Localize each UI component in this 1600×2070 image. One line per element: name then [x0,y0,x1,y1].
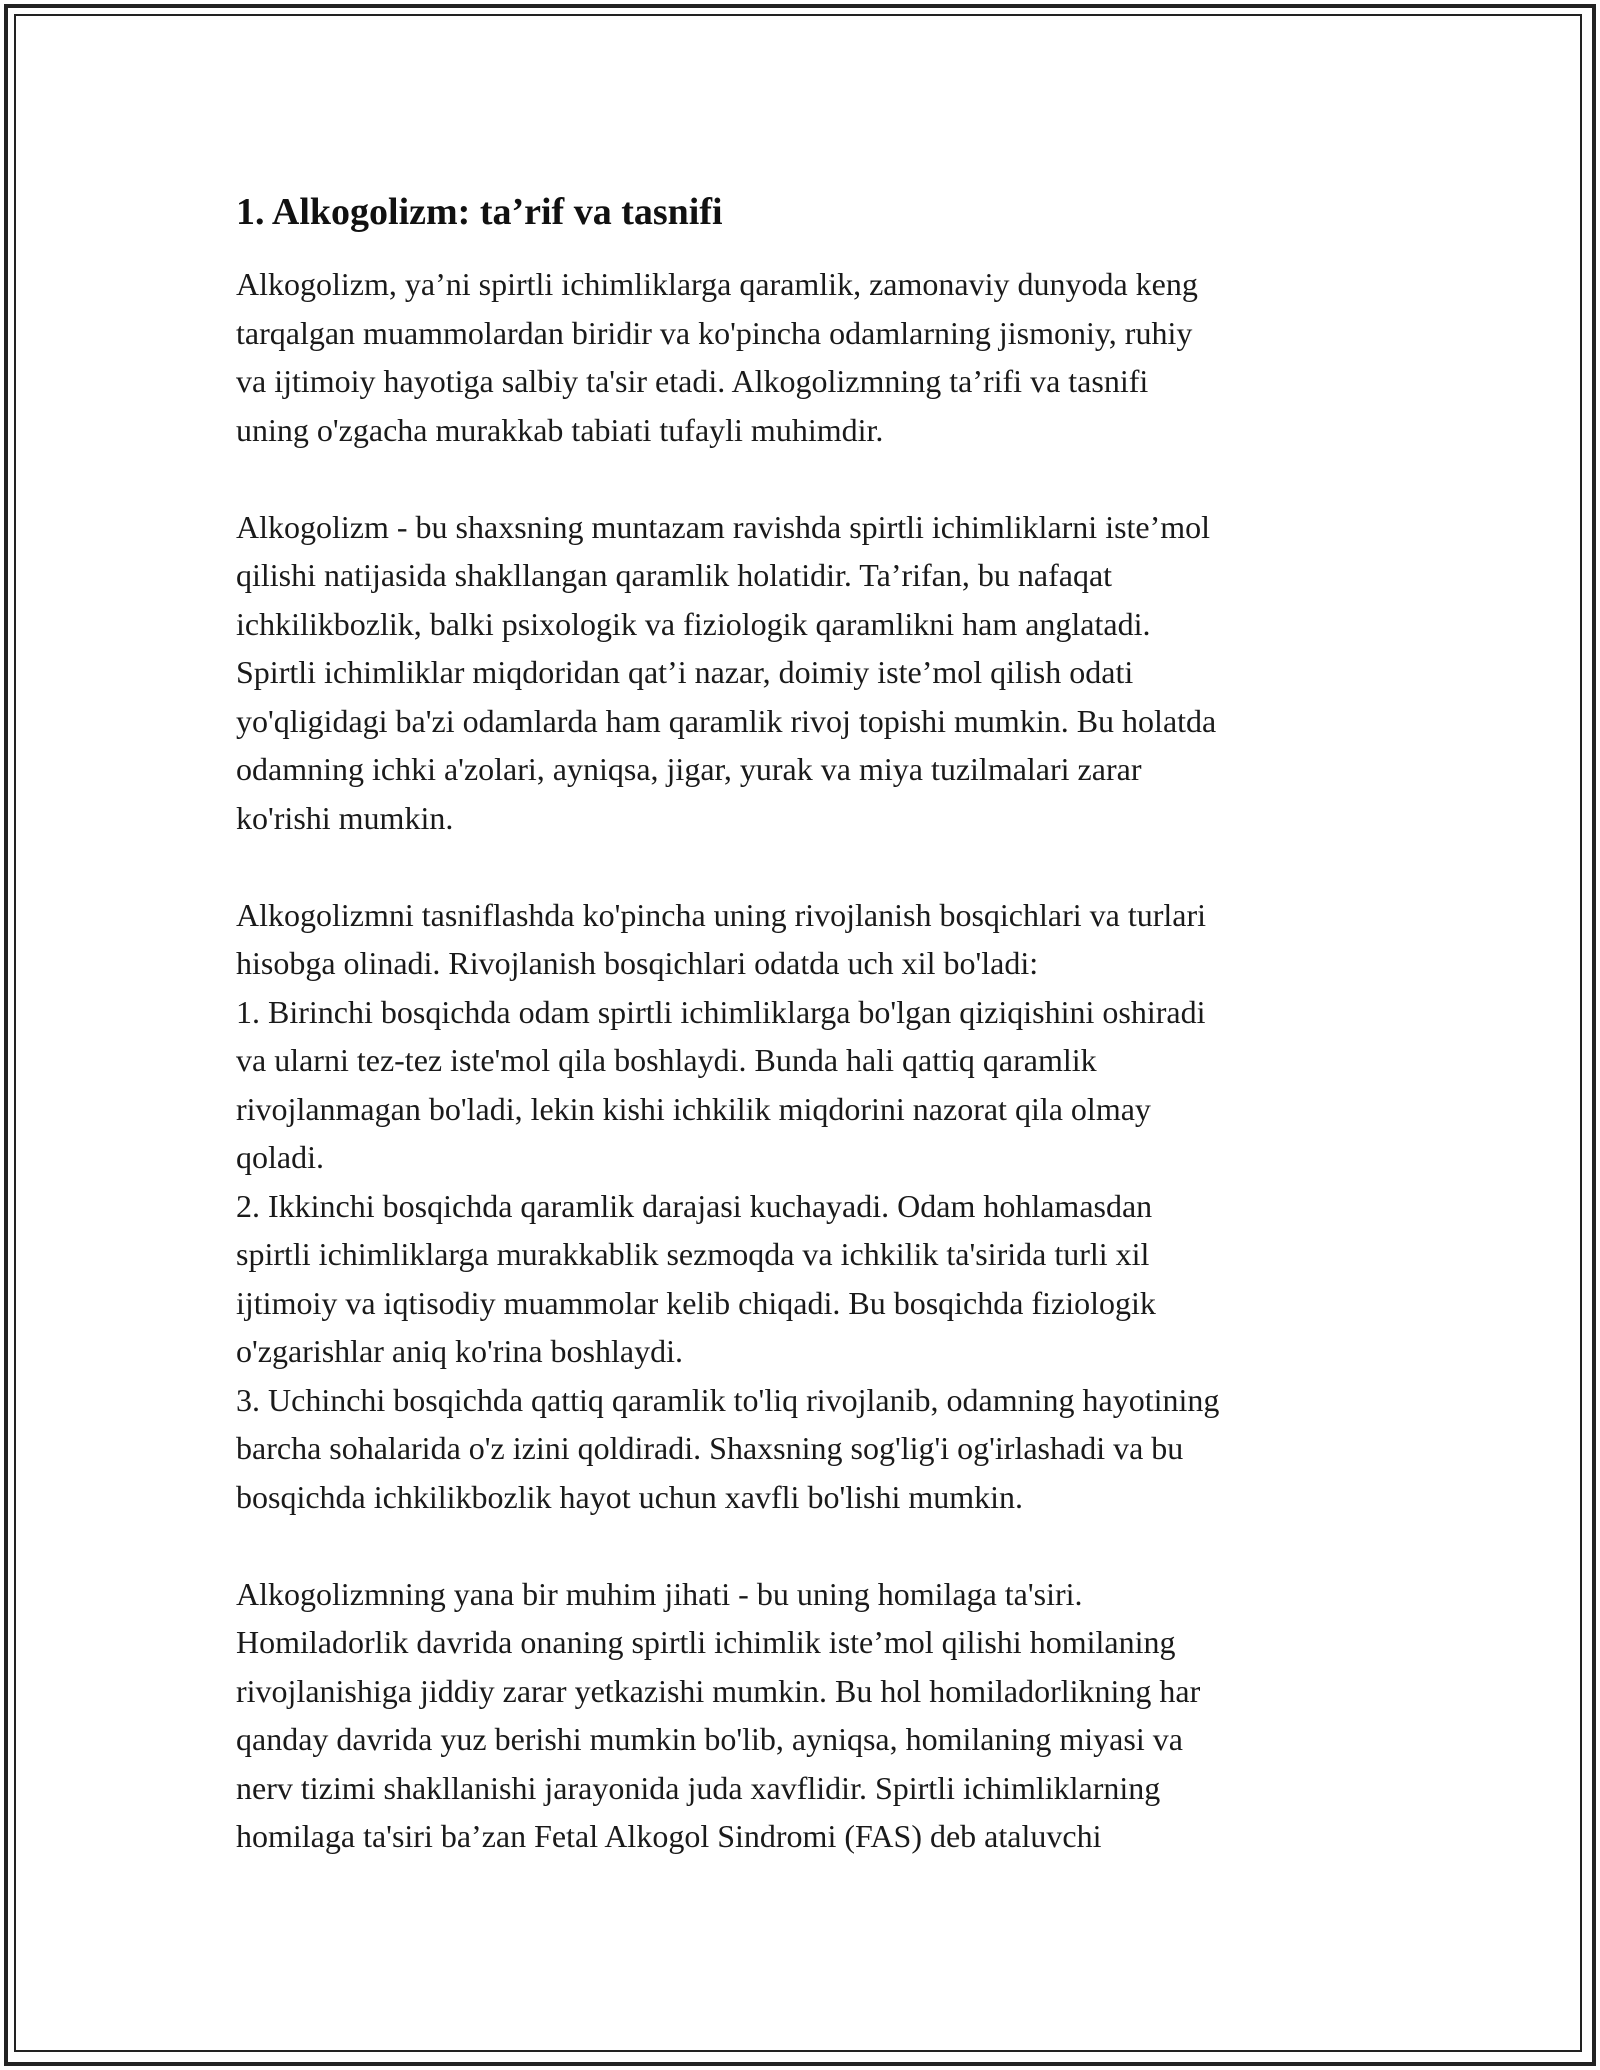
text-line: Alkogolizmni tasniflashda ko'pincha uning rivojlanish bosqichlari va turlari [236,896,1207,933]
paragraph-pregnancy [236,1570,1376,1861]
paragraph-definition [236,503,1376,843]
text-line: qoladi. [236,1139,324,1175]
document-body [236,186,1376,1909]
section-heading: 1. Alkogolizm: ta’rif va tasnifi [236,191,723,233]
text-line: barcha sohalarida o'z izini qoldiradi. Shaxsning sog'lig'i og'irlashadi va bu [236,1430,1184,1466]
text-line: spirtli ichimliklarga murakkablik sezmoqda va ichkilik ta'sirida turli xil [236,1236,1150,1272]
text-line: ko'rishi mumkin. [236,799,454,836]
text-line: homilaga ta'siri ba’zan Fetal Alkogol Sindromi (FAS) deb ataluvchi [236,1818,1102,1854]
text-line: 2. Ikkinchi bosqichda qaramlik darajasi kuchayadi. Odam hohlamasdan [236,1187,1153,1224]
text-line: 3. Uchinchi bosqichda qattiq qaramlik to'liq rivojlanib, odamning hayotining [236,1381,1220,1418]
text-line: va ularni tez-tez iste'mol qila boshlaydi. Bunda hali qattiq qaramlik [236,1042,1097,1078]
paragraph-intro [236,260,1376,454]
paragraph-classification [236,891,1376,1522]
text-line: Spirtli ichimliklar miqdoridan qat’i nazar, doimiy iste’mol qilish odati [236,654,1134,690]
text-line: nerv tizimi shakllanishi jarayonida juda xavflidir. Spirtli ichimliklarning [236,1769,1161,1806]
text-line: yo'qligidagi ba'zi odamlarda ham qaramlik rivoj topishi mumkin. Bu holatda [236,702,1217,739]
text-line: Alkogolizm - bu shaxsning muntazam ravishda spirtli ichimliklarni iste’mol [236,508,1211,545]
text-line: 1. Birinchi bosqichda odam spirtli ichimliklarga bo'lgan qiziqishini oshiradi [236,993,1206,1030]
text-line: bosqichda ichkilikbozlik hayot uchun xavfli bo'lishi mumkin. [236,1478,1023,1515]
text-line: Alkogolizmning yana bir muhim jihati - bu uning homilaga ta'siri. [236,1575,1083,1612]
text-line: va ijtimoiy hayotiga salbiy ta'sir etadi. Alkogolizmning ta’rifi va tasnifi [236,363,1149,399]
text-line: qilishi natijasida shakllangan qaramlik holatidir. Ta’rifan, bu nafaqat [236,557,1113,593]
text-line: uning o'zgacha murakkab tabiati tufayli muhimdir. [236,411,884,448]
text-line: Alkogolizm, ya’ni spirtli ichimliklarga qaramlik, zamonaviy dunyoda keng [236,266,1198,302]
text-line: tarqalgan muammolardan biridir va ko'pincha odamlarning jismoniy, ruhiy [236,314,1193,351]
text-line: hisobga olinadi. Rivojlanish bosqichlari odatda uch xil bo'ladi: [236,945,1039,981]
text-line: o'zgarishlar aniq ko'rina boshlaydi. [236,1333,683,1369]
text-line: rivojlanishiga jiddiy zarar yetkazishi mumkin. Bu hol homiladorlikning har [236,1672,1201,1709]
text-line: qanday davrida yuz berishi mumkin bo'lib, ayniqsa, homilaning miyasi va [236,1721,1183,1757]
text-line: ichkilikbozlik, balki psixologik va fiziologik qaramlikni ham anglatadi. [236,605,1151,642]
text-line: ijtimoiy va iqtisodiy muammolar kelib chiqadi. Bu bosqichda fiziologik [236,1284,1156,1321]
text-line: odamning ichki a'zolari, ayniqsa, jigar, yurak va miya tuzilmalari zarar [236,751,1142,787]
text-line: Homiladorlik davrida onaning spirtli ichimlik iste’mol qilishi homilaning [236,1624,1176,1660]
text-line: rivojlanmagan bo'ladi, lekin kishi ichkilik miqdorini nazorat qila olmay [236,1090,1151,1127]
